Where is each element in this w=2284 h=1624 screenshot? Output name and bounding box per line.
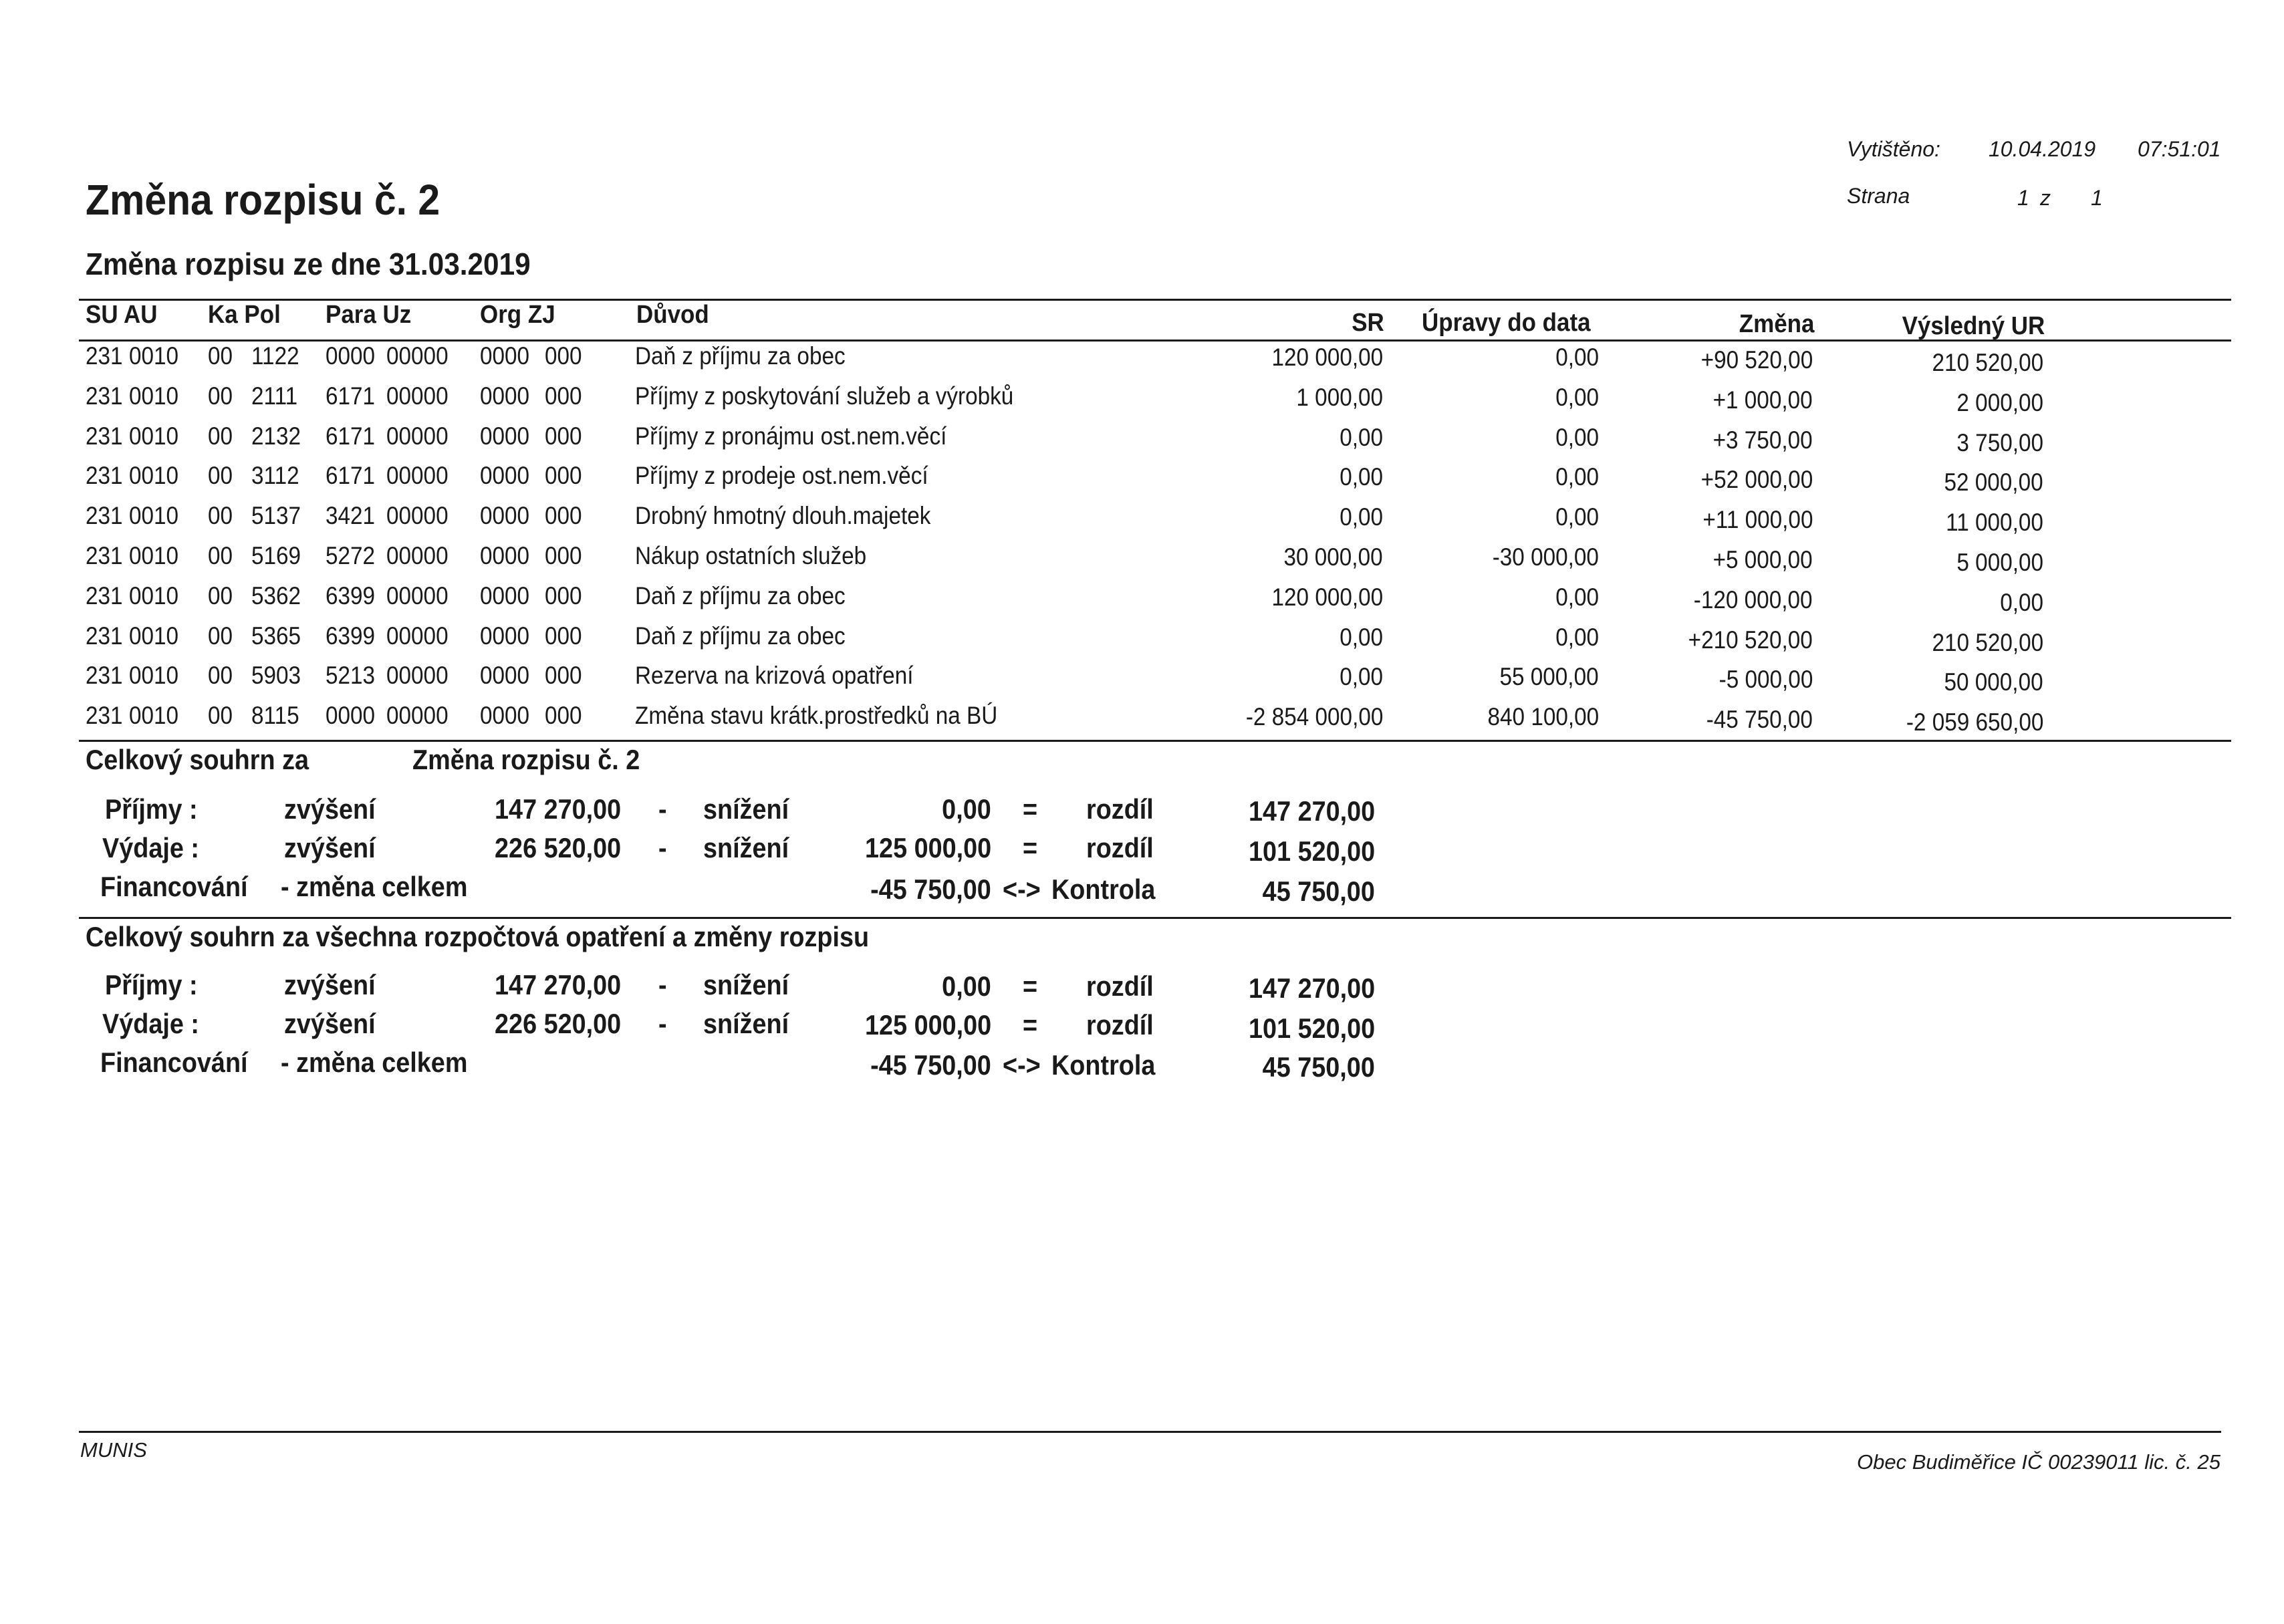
- cell-pol: 5365: [251, 622, 301, 650]
- cell-su: 231: [86, 382, 123, 410]
- cell-sr: -2 854 000,00: [1245, 703, 1383, 731]
- cell-org: 0000: [480, 662, 530, 690]
- cell-zj: 000: [545, 462, 582, 490]
- cell-uz: 00000: [386, 622, 449, 650]
- vydaje-diff: 101 520,00: [1248, 835, 1375, 867]
- prijmy-inc-label: zvýšení: [284, 793, 376, 825]
- cell-au: 0010: [129, 382, 179, 410]
- cell-org: 0000: [480, 382, 530, 410]
- cell-duvod: Daň z příjmu za obec: [635, 622, 846, 650]
- col-para-uz: Para Uz: [326, 301, 412, 329]
- cell-duvod: Daň z příjmu za obec: [635, 581, 846, 610]
- cell-upravy: 0,00: [1555, 463, 1599, 491]
- cell-uz: 00000: [386, 422, 449, 450]
- cell-vysledny: 50 000,00: [1944, 668, 2043, 696]
- cell-para: 0000: [326, 342, 376, 370]
- cell-sr: 0,00: [1340, 623, 1383, 651]
- cell-uz: 00000: [386, 382, 449, 410]
- cell-org: 0000: [480, 581, 530, 610]
- prijmy-diff: 147 270,00: [1248, 795, 1375, 827]
- cell-sr: 0,00: [1340, 423, 1383, 451]
- cell-zmena: -45 750,00: [1706, 706, 1813, 734]
- cell-zj: 000: [545, 622, 582, 650]
- page-current: 1: [2017, 186, 2029, 210]
- all-prijmy-inc-label: zvýšení: [284, 969, 376, 1000]
- prijmy-inc: 147 270,00: [494, 793, 621, 825]
- cell-para: 0000: [326, 702, 376, 730]
- cell-su: 231: [86, 702, 123, 730]
- col-vysledny: Výsledný UR: [1902, 312, 2045, 340]
- cell-duvod: Příjmy z pronájmu ost.nem.věcí: [635, 422, 947, 450]
- cell-para: 6171: [326, 422, 376, 450]
- cell-para: 6171: [326, 382, 376, 410]
- cell-sr: 1 000,00: [1296, 383, 1383, 411]
- cell-sr: 0,00: [1340, 663, 1383, 691]
- all-prijmy-diff-label: rozdíl: [1086, 970, 1154, 1002]
- page-of: z: [2040, 186, 2051, 210]
- cell-au: 0010: [129, 542, 179, 569]
- cell-vysledny: 210 520,00: [1932, 349, 2043, 376]
- all-vydaje-minus: -: [658, 1008, 667, 1039]
- cell-ka: 00: [208, 542, 233, 569]
- cell-ka: 00: [208, 662, 233, 690]
- cell-vysledny: 5 000,00: [1956, 549, 2043, 576]
- cell-pol: 1122: [251, 342, 299, 370]
- cell-au: 0010: [129, 462, 179, 490]
- cell-su: 231: [86, 622, 123, 650]
- all-vydaje-label: Výdaje :: [102, 1008, 199, 1039]
- cell-pol: 2111: [251, 382, 298, 410]
- cell-zj: 000: [545, 581, 582, 610]
- cell-zj: 000: [545, 662, 582, 690]
- cell-ka: 00: [208, 581, 233, 610]
- cell-vysledny: 2 000,00: [1956, 388, 2043, 416]
- cell-pol: 3112: [251, 462, 299, 490]
- cell-zj: 000: [545, 702, 582, 730]
- vydaje-dec: 125 000,00: [864, 832, 991, 863]
- cell-pol: 5903: [251, 662, 301, 690]
- cell-au: 0010: [129, 422, 179, 450]
- cell-au: 0010: [129, 702, 179, 730]
- cell-zmena: -120 000,00: [1694, 585, 1813, 614]
- cell-duvod: Drobný hmotný dlouh.majetek: [635, 502, 931, 530]
- cell-zmena: +210 520,00: [1688, 626, 1813, 654]
- cell-upravy: -30 000,00: [1492, 543, 1599, 571]
- footer-organization: Obec Budiměřice IČ 00239011 lic. č. 25: [1857, 1450, 2220, 1474]
- cell-zmena: +52 000,00: [1700, 466, 1813, 494]
- all-prijmy-eq: =: [1023, 970, 1038, 1002]
- vydaje-eq: =: [1023, 832, 1038, 863]
- cell-vysledny: -2 059 650,00: [1906, 708, 2043, 736]
- cell-su: 231: [86, 542, 123, 569]
- cell-zmena: +1 000,00: [1712, 386, 1813, 414]
- cell-duvod: Příjmy z prodeje ost.nem.věcí: [635, 462, 928, 490]
- cell-sr: 0,00: [1340, 463, 1383, 491]
- vydaje-label: Výdaje :: [102, 832, 199, 863]
- cell-vysledny: 52 000,00: [1944, 468, 2043, 497]
- all-prijmy-diff: 147 270,00: [1248, 972, 1375, 1004]
- prijmy-dec-label: snížení: [703, 793, 789, 825]
- all-financovani-value: -45 750,00: [870, 1049, 991, 1081]
- cell-au: 0010: [129, 342, 179, 370]
- financovani-sub-label: - změna celkem: [281, 871, 468, 902]
- cell-uz: 00000: [386, 662, 449, 690]
- cell-para: 6399: [326, 622, 376, 650]
- cell-su: 231: [86, 581, 123, 610]
- cell-su: 231: [86, 502, 123, 530]
- all-prijmy-minus: -: [658, 969, 667, 1000]
- cell-ka: 00: [208, 462, 233, 490]
- prijmy-label: Příjmy :: [105, 793, 198, 825]
- cell-para: 6171: [326, 462, 376, 490]
- cell-zj: 000: [545, 422, 582, 450]
- cell-ka: 00: [208, 622, 233, 650]
- cell-para: 3421: [326, 502, 376, 530]
- all-financovani-label: Financování: [100, 1047, 248, 1078]
- cell-duvod: Rezerva na krizová opatření: [635, 662, 914, 690]
- vydaje-inc: 226 520,00: [494, 832, 621, 863]
- cell-ka: 00: [208, 342, 233, 370]
- cell-au: 0010: [129, 581, 179, 610]
- col-ka-pol: Ka Pol: [208, 301, 281, 329]
- prijmy-diff-label: rozdíl: [1086, 793, 1154, 825]
- cell-upravy: 55 000,00: [1499, 663, 1599, 691]
- cell-uz: 00000: [386, 502, 449, 530]
- vydaje-diff-label: rozdíl: [1086, 832, 1154, 863]
- cell-para: 5213: [326, 662, 376, 690]
- cell-zmena: +5 000,00: [1712, 546, 1813, 573]
- summary-divider: [79, 917, 2231, 919]
- financovani-arrow: <->: [1003, 873, 1041, 905]
- cell-uz: 00000: [386, 581, 449, 610]
- prijmy-dec: 0,00: [942, 793, 991, 825]
- page-label: Strana: [1847, 184, 1910, 208]
- prijmy-eq: =: [1023, 793, 1038, 825]
- all-financovani-check: 45 750,00: [1262, 1051, 1375, 1083]
- cell-upravy: 0,00: [1555, 583, 1599, 611]
- cell-sr: 120 000,00: [1271, 344, 1383, 371]
- table-header-rule: [79, 340, 2231, 342]
- cell-zmena: +11 000,00: [1702, 506, 1813, 534]
- table-bottom-rule: [79, 740, 2231, 742]
- cell-org: 0000: [480, 462, 530, 490]
- all-vydaje-dec-label: snížení: [703, 1008, 789, 1039]
- footer-rule: [79, 1431, 2221, 1433]
- cell-au: 0010: [129, 502, 179, 530]
- all-prijmy-dec-label: snížení: [703, 969, 789, 1000]
- all-financovani-arrow: <->: [1003, 1049, 1041, 1081]
- page-total: 1: [2091, 186, 2103, 210]
- cell-pol: 5169: [251, 542, 301, 569]
- vydaje-dec-label: snížení: [703, 832, 789, 863]
- col-su-au: SU AU: [86, 301, 158, 329]
- col-duvod: Důvod: [636, 301, 709, 329]
- cell-pol: 8115: [251, 702, 299, 730]
- all-vydaje-diff: 101 520,00: [1248, 1012, 1375, 1044]
- cell-org: 0000: [480, 342, 530, 370]
- vydaje-inc-label: zvýšení: [284, 832, 376, 863]
- cell-para: 5272: [326, 542, 376, 569]
- cell-zmena: +3 750,00: [1712, 426, 1813, 454]
- cell-sr: 0,00: [1340, 503, 1383, 531]
- footer-software: MUNIS: [80, 1438, 147, 1462]
- cell-vysledny: 11 000,00: [1946, 509, 2043, 537]
- printed-label: Vytištěno:: [1847, 137, 1940, 161]
- all-prijmy-dec: 0,00: [942, 970, 991, 1002]
- prijmy-minus: -: [658, 793, 667, 825]
- cell-ka: 00: [208, 702, 233, 730]
- cell-pol: 5137: [251, 502, 301, 530]
- cell-para: 6399: [326, 581, 376, 610]
- cell-zj: 000: [545, 382, 582, 410]
- page-title: Změna rozpisu č. 2: [86, 176, 440, 224]
- printed-time: 07:51:01: [2138, 137, 2221, 161]
- summary-all-heading: Celkový souhrn za všechna rozpočtová opatření a změny rozpisu: [86, 921, 870, 952]
- cell-vysledny: 0,00: [2000, 588, 2043, 616]
- cell-uz: 00000: [386, 542, 449, 569]
- cell-zj: 000: [545, 502, 582, 530]
- cell-upravy: 0,00: [1555, 503, 1599, 531]
- cell-org: 0000: [480, 702, 530, 730]
- cell-upravy: 0,00: [1555, 623, 1599, 651]
- cell-duvod: Příjmy z poskytování služeb a výrobků: [635, 382, 1014, 410]
- all-vydaje-dec: 125 000,00: [864, 1009, 991, 1041]
- all-financovani-check-label: Kontrola: [1051, 1049, 1156, 1081]
- col-sr: SR: [1352, 309, 1384, 337]
- printed-date: 10.04.2019: [1989, 137, 2096, 161]
- cell-zj: 000: [545, 542, 582, 569]
- cell-org: 0000: [480, 542, 530, 569]
- all-financovani-sub-label: - změna celkem: [281, 1047, 468, 1078]
- cell-duvod: Nákup ostatních služeb: [635, 542, 867, 569]
- col-org-zj: Org ZJ: [480, 301, 555, 329]
- cell-pol: 5362: [251, 581, 301, 610]
- cell-ka: 00: [208, 382, 233, 410]
- cell-zmena: -5 000,00: [1719, 666, 1813, 694]
- col-upravy: Úpravy do data: [1422, 309, 1591, 337]
- all-prijmy-inc: 147 270,00: [494, 969, 621, 1000]
- all-prijmy-label: Příjmy :: [105, 969, 198, 1000]
- cell-duvod: Daň z příjmu za obec: [635, 342, 846, 370]
- financovani-value: -45 750,00: [870, 873, 991, 905]
- cell-org: 0000: [480, 422, 530, 450]
- summary-heading-suffix: Změna rozpisu č. 2: [412, 744, 640, 775]
- cell-uz: 00000: [386, 462, 449, 490]
- cell-su: 231: [86, 462, 123, 490]
- cell-pol: 2132: [251, 422, 301, 450]
- cell-vysledny: 210 520,00: [1932, 628, 2043, 656]
- cell-duvod: Změna stavu krátk.prostředků na BÚ: [635, 702, 998, 730]
- cell-upravy: 0,00: [1555, 383, 1599, 411]
- cell-sr: 120 000,00: [1271, 583, 1383, 611]
- cell-ka: 00: [208, 422, 233, 450]
- cell-org: 0000: [480, 502, 530, 530]
- financovani-check: 45 750,00: [1262, 875, 1375, 907]
- cell-uz: 00000: [386, 342, 449, 370]
- cell-su: 231: [86, 342, 123, 370]
- financovani-label: Financování: [100, 871, 248, 902]
- vydaje-minus: -: [658, 832, 667, 863]
- cell-upravy: 0,00: [1555, 423, 1599, 451]
- cell-uz: 00000: [386, 702, 449, 730]
- all-vydaje-diff-label: rozdíl: [1086, 1009, 1154, 1041]
- cell-vysledny: 3 750,00: [1956, 428, 2043, 456]
- summary-heading: Celkový souhrn za: [86, 744, 309, 775]
- col-zmena: Změna: [1739, 310, 1814, 338]
- all-vydaje-eq: =: [1023, 1009, 1038, 1041]
- page-subtitle: Změna rozpisu ze dne 31.03.2019: [86, 247, 531, 281]
- cell-ka: 00: [208, 502, 233, 530]
- cell-su: 231: [86, 662, 123, 690]
- cell-upravy: 840 100,00: [1487, 703, 1599, 731]
- cell-upravy: 0,00: [1555, 344, 1599, 371]
- all-vydaje-inc: 226 520,00: [494, 1008, 621, 1039]
- cell-zj: 000: [545, 342, 582, 370]
- cell-au: 0010: [129, 622, 179, 650]
- cell-org: 0000: [480, 622, 530, 650]
- cell-zmena: +90 520,00: [1700, 346, 1813, 374]
- all-vydaje-inc-label: zvýšení: [284, 1008, 376, 1039]
- cell-su: 231: [86, 422, 123, 450]
- cell-sr: 30 000,00: [1283, 543, 1383, 571]
- cell-au: 0010: [129, 662, 179, 690]
- financovani-check-label: Kontrola: [1051, 873, 1156, 905]
